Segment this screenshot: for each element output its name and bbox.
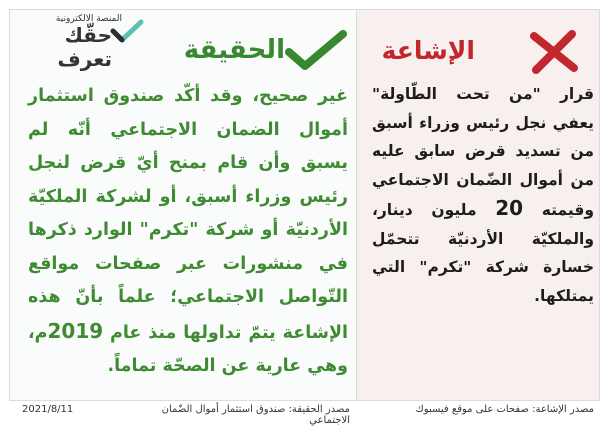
truth-title: الحقيقة xyxy=(183,35,285,65)
checkmark-logo-icon xyxy=(110,19,144,45)
cross-x-icon xyxy=(528,30,580,74)
rumor-title: الإشاعة xyxy=(381,36,475,65)
truth-source: مصدر الحقيقة: صندوق استثمار أموال الضّمان الاجتماعي xyxy=(161,404,350,426)
rumor-text-end: مليون دينار، والملكيّة الأردنيّة تتحمّل خسارة شركة "تكرم" التي يمتلكها. xyxy=(372,201,594,305)
checkmark-icon xyxy=(285,30,347,72)
truth-date: 2021/8/11 xyxy=(22,404,74,415)
truth-text-start: غير صحيح، وقد أكّد صندوق استثمار أموال الضمان الاجتماعي أنّه لم يسبق وأن قام بمنح أيّ قرض لنجل رئيس وزراء أسبق، أو لشركة الملكيّة الأردنيّة أو شركة "تكرم" الوارد ذكرها في منشورات عبر صفحات مواقع التّواصل الاجتماعي؛ علماً بأنّ هذه الإشاعة يتمّ تداولها منذ عام xyxy=(28,86,348,343)
brand-name: حقّك تعرف xyxy=(57,23,112,71)
rumor-text-start: قرار "من تحت الطّاولة" يعفي نجل رئيس وزراء أسبق من تسديد قرض سابق عليه من أموال الضّمان الاجتماعي وقيمته xyxy=(372,85,594,219)
rumor-source: مصدر الإشاعة: صفحات على موقع فيسبوك xyxy=(415,404,594,415)
truth-body xyxy=(28,80,348,384)
rumor-amount: 20 xyxy=(495,196,524,220)
rumor-body xyxy=(372,80,594,310)
truth-text-end: م، وهي عارية عن الصحّة تماماً. xyxy=(28,322,348,376)
truth-year: 2019 xyxy=(47,318,104,343)
brand-caption: المنصة الالكترونية xyxy=(55,14,122,24)
panel-divider xyxy=(356,9,357,401)
